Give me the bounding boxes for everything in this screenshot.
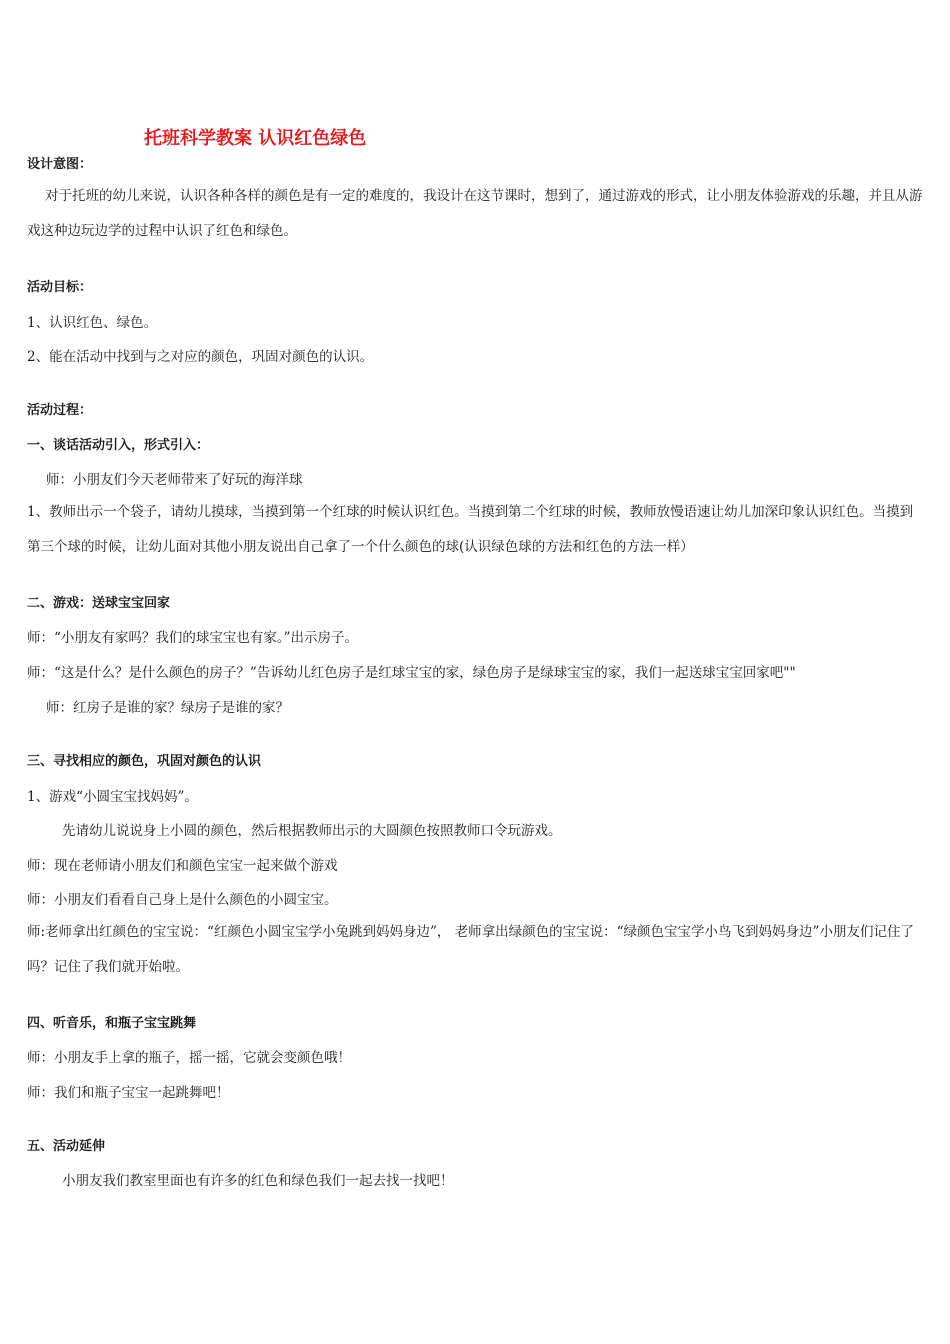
section2-heading: 二、游戏：送球宝宝回家: [27, 596, 171, 611]
document-title: 托班科学教案 认识红色绿色: [144, 128, 367, 149]
section4-line2: 师：我们和瓶子宝宝一起跳舞吧！: [27, 1085, 230, 1101]
process-heading: 活动过程：: [27, 403, 93, 418]
section4-heading: 四、听音乐，和瓶子宝宝跳舞: [27, 1016, 197, 1031]
section1-line1: 师：小朋友们今天老师带来了好玩的海洋球: [46, 472, 303, 488]
goals-heading: 活动目标：: [27, 280, 93, 295]
section2-line3: 师：红房子是谁的家？绿房子是谁的家？: [46, 700, 289, 716]
design-intent-heading: 设计意图：: [27, 157, 93, 172]
goal-item-1: 1、认识红色、绿色。: [27, 315, 158, 331]
section2-line2: 师：“这是什么？是什么颜色的房子？”告诉幼儿红色房子是红球宝宝的家，绿色房子是绿球宝宝的家，我们一起送球宝宝回家吧"": [27, 665, 796, 681]
section2-line1: 师：“小朋友有家吗？我们的球宝宝也有家。”出示房子。: [27, 630, 359, 646]
section3-line1: 1、游戏“小圆宝宝找妈妈”。: [27, 789, 198, 805]
section3-line3: 师：现在老师请小朋友们和颜色宝宝一起来做个游戏: [27, 858, 338, 874]
section4-line1: 师：小朋友手上拿的瓶子，摇一摇，它就会变颜色哦！: [27, 1050, 351, 1066]
goal-item-2: 2、能在活动中找到与之对应的颜色，巩固对颜色的认识。: [27, 349, 374, 365]
section5-line1: 小朋友我们教室里面也有许多的红色和绿色我们一起去找一找吧！: [62, 1173, 454, 1189]
section1-heading: 一、谈话活动引入，形式引入：: [27, 438, 210, 453]
section3-para: 师:老师拿出红颜色的宝宝说：“红颜色小圆宝宝学小兔跳到妈妈身边”， 老师拿出绿颜色的宝宝说：“绿颜色宝宝学小鸟飞到妈妈身边”小朋友们记住了吗？记住了我们就开始啦。: [27, 924, 914, 975]
design-intent-body: 对于托班的幼儿来说，认识各种各样的颜色是有一定的难度的，我设计在这节课时，想到了，通过游戏的形式，让小朋友体验游戏的乐趣，并且从游戏这种边玩边学的过程中认识了红色和绿色。: [27, 188, 923, 239]
section3-line2: 先请幼儿说说身上小圆的颜色，然后根据教师出示的大圆颜色按照教师口令玩游戏。: [62, 823, 562, 839]
section3-heading: 三、寻找相应的颜色，巩固对颜色的认识: [27, 754, 262, 769]
section1-para: 1、教师出示一个袋子，请幼儿摸球，当摸到第一个红球的时候认识红色。当摸到第二个红球的时候，教师放慢语速让幼儿加深印象认识红色。当摸到第三个球的时候，让幼儿面对其他小朋友说出自己拿了一个什么颜色的球(认识绿色球的方法和红色的方法一样）: [27, 504, 914, 555]
section5-heading: 五、活动延伸: [27, 1139, 106, 1154]
section3-line4: 师：小朋友们看看自己身上是什么颜色的小圆宝宝。: [27, 892, 338, 908]
